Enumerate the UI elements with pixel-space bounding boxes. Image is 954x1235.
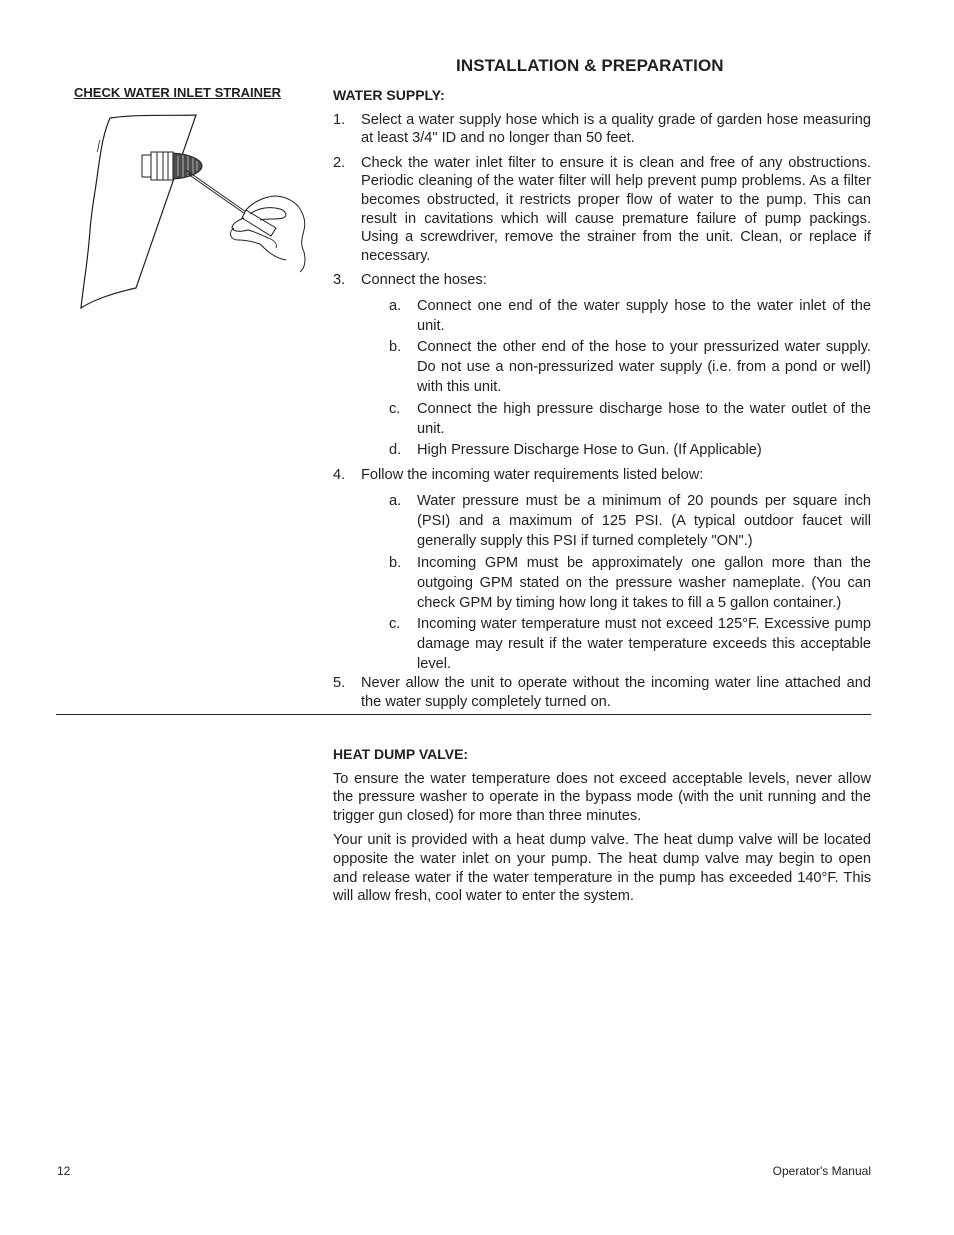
list-marker: 3. — [333, 272, 346, 289]
list-item-text: Follow the incoming water requirements listed below: — [361, 467, 704, 484]
sub-list-marker: c. — [389, 616, 401, 633]
page-title: INSTALLATION & PREPARATION — [456, 56, 724, 75]
list-item — [333, 111, 871, 148]
list-item-text: Never allow the unit to operate without the incoming water line attached and the water supply completely turned on. — [361, 675, 871, 710]
sub-list-marker: a. — [389, 493, 402, 510]
sub-list-item — [361, 399, 871, 439]
sub-list-item — [361, 296, 871, 336]
water-inlet-strainer-illustration — [78, 110, 310, 320]
section-divider — [56, 714, 871, 715]
sub-list-marker: b. — [389, 554, 402, 571]
list-marker: 5. — [333, 675, 346, 692]
list-marker: 2. — [333, 154, 346, 171]
list-item — [333, 154, 871, 266]
page-number: 12 — [57, 1164, 71, 1178]
sub-list-item — [361, 614, 871, 674]
list-item — [333, 674, 871, 711]
manual-name: Operator's Manual — [772, 1164, 871, 1178]
heat-dump-section — [333, 745, 871, 912]
sub-list-marker: d. — [389, 442, 402, 459]
list-item-text: Select a water supply hose which is a quality grade of garden hose measuring at least 3/4" ID and no longer than 50 feet. — [361, 111, 871, 147]
sub-list-item — [361, 491, 871, 551]
sub-list-item-text: High Pressure Discharge Hose to Gun. (If Applicable) — [417, 442, 762, 459]
sub-list-item-text: Connect one end of the water supply hose to the water inlet of the unit. — [417, 297, 871, 334]
heat-dump-paragraph: To ensure the water temperature does not exceed acceptable levels, never allow the pressure washer to operate in the bypass mode (with the unit running and the trigger gun closed) for more than three minutes. — [333, 770, 871, 824]
sub-list-item — [361, 553, 871, 613]
sub-list-marker: b. — [389, 339, 402, 356]
water-supply-steps — [333, 111, 871, 712]
heat-dump-paragraph: Your unit is provided with a heat dump valve. The heat dump valve will be located opposite the water inlet on your pump. The heat dump valve may begin to open and release water if the water temperature in the pump has exceeded 140°F. This will allow fresh, cool water to enter the system. — [333, 832, 871, 905]
list-item-text: Check the water inlet filter to ensure it is clean and free of any obstructions. Periodic cleaning of the water filter will help prevent pump problems. As a filter becomes obstructed, it restricts proper flow of water to the pump. This can result in cavitations which will cause premature failure of pump packings. Using a screwdriver, remove the strainer from the unit. Clean, or replace if necessary. — [361, 154, 871, 264]
sub-list-item — [361, 337, 871, 397]
list-marker: 1. — [333, 111, 346, 128]
sub-list-item-text: Connect the other end of the hose to your pressurized water supply. Do not use a non-pressurized water supply (i.e. from a pond or well) with this unit. — [417, 339, 871, 396]
heat-dump-heading: HEAT DUMP VALVE: — [333, 746, 469, 762]
list-item-text: Connect the hoses: — [361, 272, 487, 289]
figure-caption: CHECK WATER INLET STRAINER — [74, 85, 282, 100]
water-supply-section — [333, 86, 871, 717]
list-item — [333, 466, 871, 674]
list-item — [333, 271, 871, 460]
sub-list-marker: c. — [389, 400, 401, 417]
sub-list-item-text: Water pressure must be a minimum of 20 pounds per square inch (PSI) and a maximum of 125 PSI. (A typical outdoor faucet will generally supply this PSI if turned completely "ON".) — [417, 493, 871, 550]
sub-list-item-text: Incoming water temperature must not exceed 125°F. Excessive pump damage may result if the water temperature exceeds this acceptable level. — [417, 616, 871, 673]
sub-list-item-text: Incoming GPM must be approximately one gallon more than the outgoing GPM stated on the pressure washer nameplate. (You can check GPM by timing how long it takes to fill a 5 gallon container.) — [417, 554, 871, 611]
sub-list-item-text: Connect the high pressure discharge hose to the water outlet of the unit. — [417, 400, 871, 437]
water-supply-heading: WATER SUPPLY: — [333, 87, 445, 103]
water-requirements-substeps — [361, 491, 871, 674]
sub-list-marker: a. — [389, 297, 402, 314]
list-marker: 4. — [333, 467, 346, 484]
sub-list-item — [361, 440, 871, 460]
connect-hoses-substeps — [361, 296, 871, 461]
